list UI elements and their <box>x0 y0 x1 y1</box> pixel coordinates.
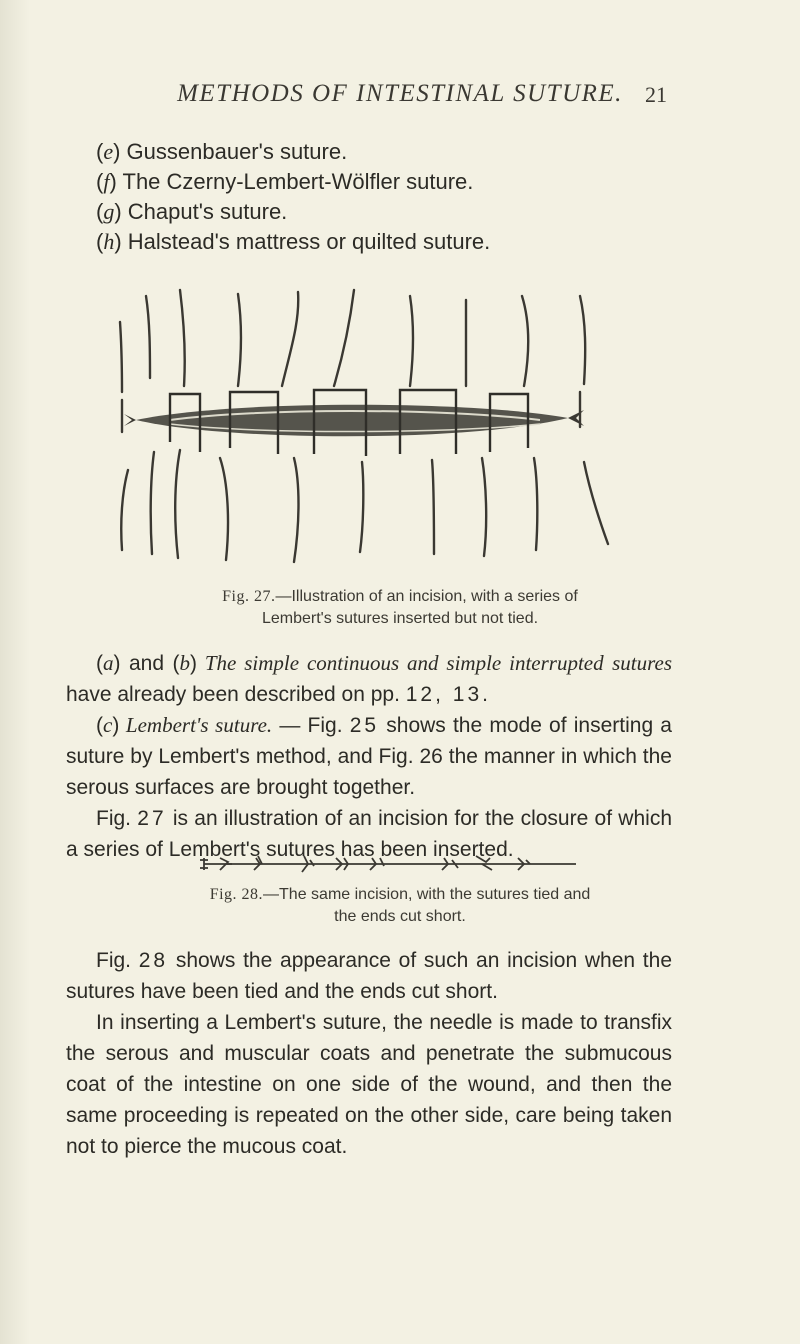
list-item-text: Gussenbauer's suture. <box>126 139 348 164</box>
figure-reference: 28 <box>138 949 169 972</box>
list-item-text: Halstead's mattress or quilted suture. <box>127 229 491 254</box>
figure-28-caption <box>70 884 730 928</box>
list-item: (g) Chaput's suture. <box>96 199 288 224</box>
running-title: METHODS OF INTESTINAL SUTURE. <box>177 80 623 107</box>
list-item: (e) Gussenbauer's suture. <box>96 139 348 164</box>
list-marker: e <box>103 139 114 164</box>
list-marker: f <box>103 169 110 194</box>
caption-text: —The same incision, with the sutures tied and <box>263 886 591 903</box>
figure-reference: 25 <box>349 714 380 737</box>
text-run: shows the appearance of such an incision when the sutures have been tied and the ends cut short. <box>66 949 672 1003</box>
list-marker: h <box>103 229 115 254</box>
caption-text: —Illustration of an incision, with a series of <box>275 588 578 605</box>
list-item: (h) Halstead's mattress or quilted suture. <box>96 229 491 254</box>
caption-line <box>70 586 730 608</box>
letter-marker: a <box>103 651 114 675</box>
text-run: shows the mode of inserting a suture by Lembert's method, and Fig. 26 the manner in which the serous surfaces are brought together. <box>66 714 672 799</box>
body-text-lower <box>66 945 672 1162</box>
figure-label: Fig. 27. <box>222 588 276 605</box>
italic-title: Lembert's suture. <box>119 713 273 737</box>
italic-title: The simple continuous and simple interrupted <box>196 651 604 675</box>
text-run: and <box>120 652 173 675</box>
paragraph <box>66 945 672 1007</box>
text-run: Fig. <box>96 807 138 830</box>
figure-label: Fig. 28. <box>209 886 264 903</box>
figure-27-illustration <box>110 282 610 572</box>
suture-list <box>96 137 716 257</box>
caption-line: Lembert's sutures inserted but not tied. <box>261 610 539 627</box>
paragraph: In inserting a Lembert's suture, the needle is made to transfix the serous and muscular coats and penetrate the submucous coat of the intestine on one side of the wound, and then the same proceeding is repeated on the other side, care being taken not to pierce the mucous coat. <box>66 1011 672 1158</box>
paragraph: (c) Lembert's suture. — Fig. 25 shows the mode of inserting a suture by Lembert's method, and Fig. 26 the manner in which the serous surfaces are brought together. <box>66 713 672 799</box>
list-item-text: The Czerny-Lembert-Wölfler suture. <box>122 169 474 194</box>
caption-line <box>70 884 730 906</box>
figure-28-illustration <box>196 852 596 876</box>
body-text-upper <box>66 648 672 865</box>
text-run: have already been described on pp. <box>66 683 406 706</box>
figure-27-caption <box>70 586 730 630</box>
list-marker: g <box>103 199 115 224</box>
italic-title: sutures <box>612 651 672 675</box>
page-number: 21 <box>645 82 667 107</box>
caption-line: the ends cut short. <box>334 908 466 925</box>
incision-body <box>124 405 584 437</box>
letter-marker: b <box>179 651 190 675</box>
text-run: Fig. <box>96 949 139 972</box>
list-item: (f) The Czerny-Lembert-Wölfler suture. <box>96 169 474 194</box>
paragraph: (a) and (b) The simple continuous and simple interrupted sutures have already been described on pp. 12, 13. <box>66 651 672 706</box>
text-run: is an illustration of an incision for the closure of which a series of Lembert's sutures has been inserted. <box>66 807 673 861</box>
text-run: — Fig. <box>272 714 350 737</box>
figure-reference: 27 <box>137 807 167 830</box>
page-reference: 12, 13. <box>405 683 491 706</box>
letter-marker: c <box>103 713 113 737</box>
page-gutter-shadow <box>0 0 30 1344</box>
list-item-text: Chaput's suture. <box>127 199 288 224</box>
